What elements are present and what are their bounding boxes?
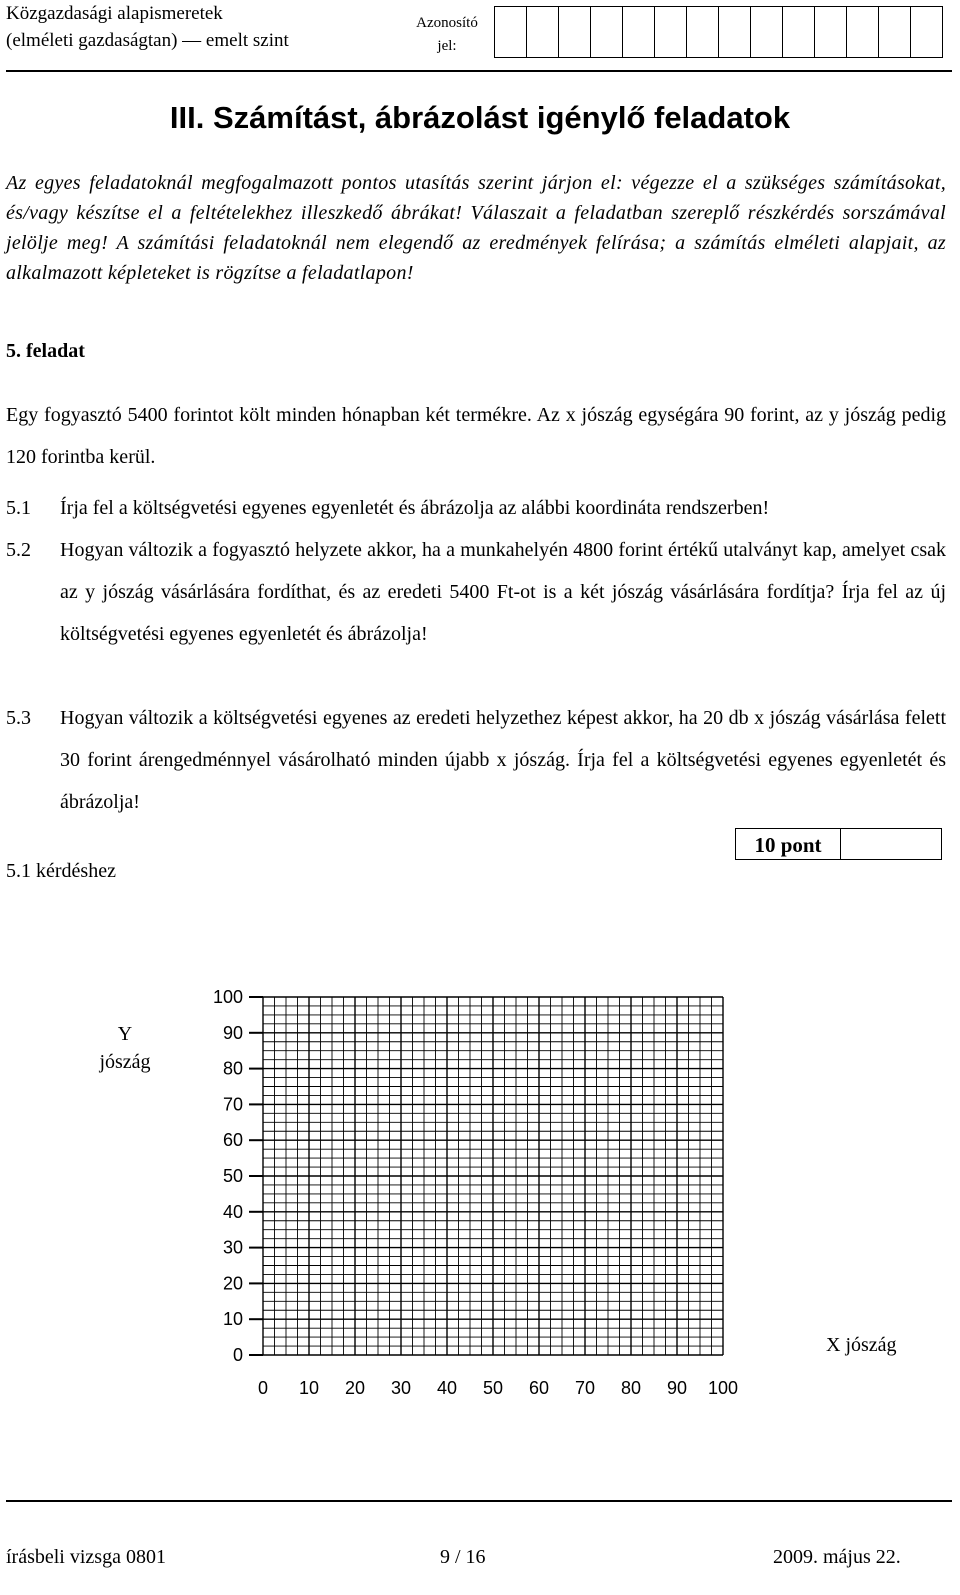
x-tick-label: 30 — [390, 1378, 412, 1398]
y-tick-label: 80 — [222, 1058, 243, 1079]
y-axis-label-line-1: Y — [117, 1023, 133, 1045]
y-tick-label: 10 — [222, 1309, 243, 1330]
x-tick-label: 90 — [666, 1378, 688, 1398]
subtask-number: 5.3 — [6, 707, 31, 729]
y-tick-label: 70 — [222, 1094, 243, 1115]
id-label-line-1: Azonosító — [416, 15, 478, 31]
x-tick-label: 20 — [344, 1378, 366, 1398]
footer-divider — [6, 1500, 952, 1502]
x-axis-label: X jószág — [826, 1334, 897, 1356]
subject-line-2: (elméleti gazdaságtan) — emelt szint — [6, 30, 289, 51]
subtask-text: Írja fel a költségvetési egyenes egyenletét és ábrázolja az alábbi koordináta rendszerben! — [60, 497, 770, 519]
y-tick-label: 20 — [222, 1273, 243, 1294]
x-tick-label: 10 — [298, 1378, 320, 1398]
x-tick-label: 60 — [528, 1378, 550, 1398]
task-text: Egy fogyasztó 5400 forintot költ minden hónapban két termékre. Az x jószág egységára 90 forint, az y jószág pedig 120 forintba kerül. — [6, 404, 946, 468]
footer-exam: írásbeli vizsga 0801 — [6, 1546, 166, 1568]
y-tick-label: 0 — [232, 1345, 243, 1365]
x-tick-label: 50 — [482, 1378, 504, 1398]
subject-line-1: Közgazdasági alapismeretek — [6, 3, 223, 24]
instructions: Az egyes feladatoknál megfogalmazott pontos utasítás szerint járjon el: végezze el a szükséges számításokat, és/vagy készítse el a feltételekhez illeszkedő ábrákat! Válaszait a feladatban szereplő részkérdés sorszámával jelölje meg! A számítási feladatoknál nem elegendő az eredmények felírása; a számítás elméleti alapjait, az alkalmazott képleteket is rögzítse a feladatlapon! — [6, 172, 946, 284]
y-axis-label-line-2: jószág — [99, 1051, 151, 1073]
subtask-number: 5.2 — [6, 539, 31, 561]
x-tick-label: 40 — [436, 1378, 458, 1398]
subtask-number: 5.1 — [6, 497, 31, 519]
footer-page: 9 / 16 — [440, 1546, 486, 1568]
section-title: III. Számítást, ábrázolást igénylő feladatok — [169, 100, 791, 135]
subtask-text: Hogyan változik a költségvetési egyenes az eredeti helyzethez képest akkor, ha 20 db x jószág vásárlása felett 30 forint árengedménnyel vásárolható minden újabb x jószág. Írja fel a költségvetési egyenes egyenletét és ábrázolja! — [60, 707, 946, 813]
footer-date: 2009. május 22. — [773, 1546, 901, 1568]
y-tick-label: 100 — [212, 987, 243, 1007]
y-tick-label: 60 — [222, 1130, 243, 1151]
x-tick-label: 70 — [574, 1378, 596, 1398]
x-tick-label: 100 — [707, 1378, 739, 1398]
id-label-line-2: jel: — [437, 38, 457, 54]
figure-reference: 5.1 kérdéshez — [6, 860, 116, 882]
y-tick-label: 40 — [222, 1201, 243, 1222]
y-tick-label: 90 — [222, 1022, 243, 1043]
subtask-text: Hogyan változik a fogyasztó helyzete akkor, ha a munkahelyén 4800 forint értékű utalványt kap, amelyet csak az y jószág vásárlására fordíthat, és az eredeti 5400 Ft-ot is a két jószág vásárlására fordítja? Írja fel az új költségvetési egyenes egyenletét és ábrázolja! — [60, 539, 946, 645]
points-label: 10 pont — [736, 829, 841, 859]
y-tick-label: 50 — [222, 1166, 243, 1186]
x-tick-label: 0 — [257, 1378, 269, 1398]
x-tick-label: 80 — [620, 1378, 642, 1398]
y-tick-label: 30 — [222, 1237, 243, 1258]
task-title: 5. feladat — [6, 340, 85, 362]
